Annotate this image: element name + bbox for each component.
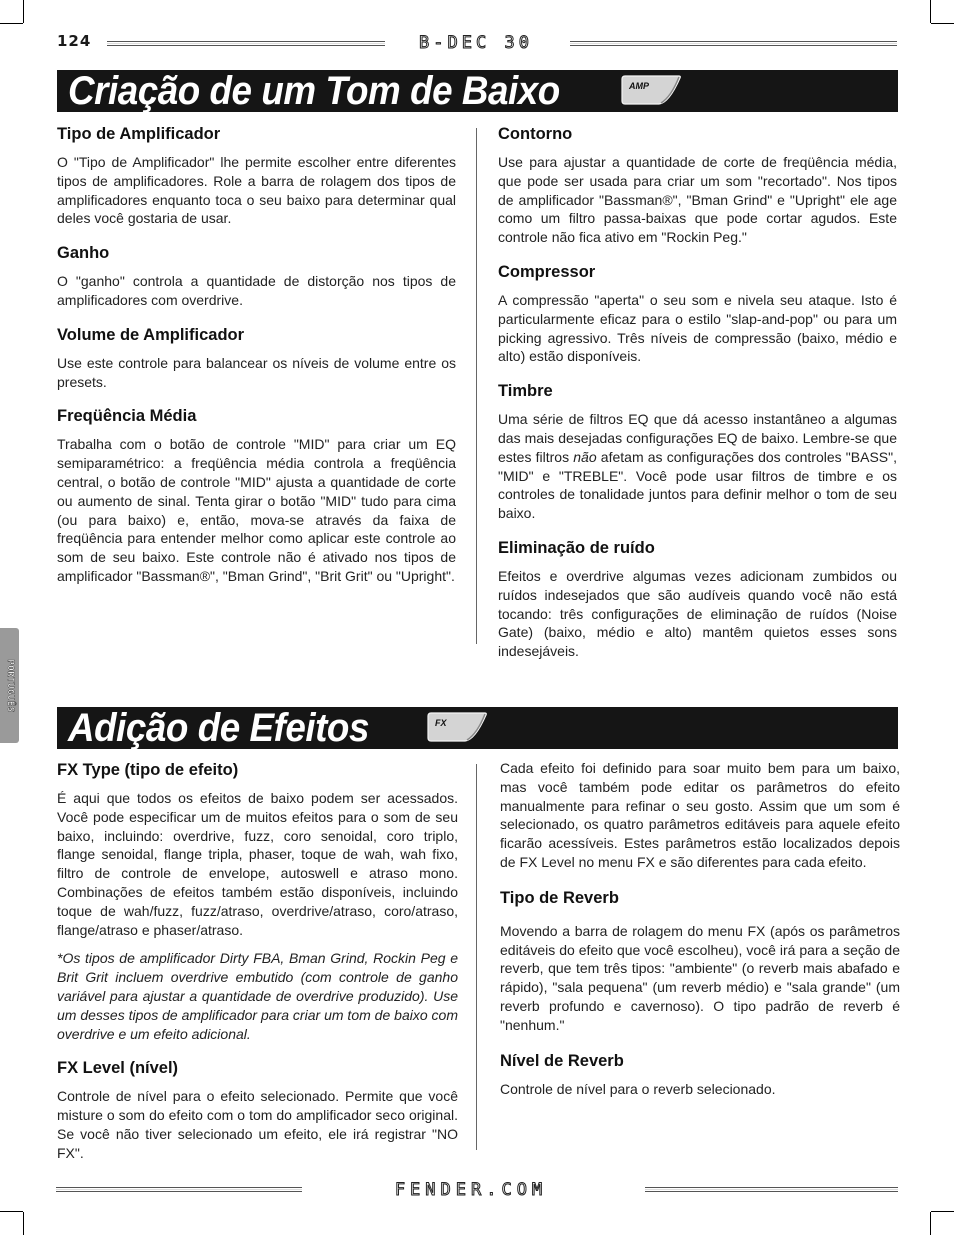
column-divider xyxy=(476,764,477,1150)
note-fx-type: *Os tipos de amplificador Dirty FBA, Bman Grind, Rockin Peg e Brit Grit incluem overdrive embutido (com controle de ganho variável para ajustar a quantidade de overdrive produzido). Use um desses tipos de amplificador para criar um tom de baixo com overdrive e um efeito adicional. xyxy=(57,950,458,1042)
text-frequencia-media: Trabalha com o botão de controle "MID" para criar um EQ semiparamétrico: a freqüência média controla a freqüência central, o botão de controle "MID" ajusta a quantidade de corte ou aumento de sinal. Tenta girar o botão "MID" tudo para cima (ou para baixo) e, então, mova-se através da faixa de freqüência para entender melhor como aplicar este controle ao som de seu baixo. Este controle não é ativado nos tipos de amplificador "Bassman®", "Bman Grind", "Brit Grit" ou "Upright". xyxy=(57,436,456,584)
language-label: PORTUGUÊS xyxy=(4,658,15,713)
heading-volume-amplificador: Volume de Amplificador xyxy=(57,325,245,344)
section-banner-fx xyxy=(57,707,898,749)
crop-mark xyxy=(0,23,23,24)
crop-mark xyxy=(930,0,931,23)
footer-rule-right xyxy=(645,1187,898,1192)
heading-fx-type: FX Type (tipo de efeito) xyxy=(57,761,239,779)
heading-reverb-type: Tipo de Reverb xyxy=(500,888,619,907)
fx-tab-label: FX xyxy=(435,718,447,728)
heading-reverb-level: Nível de Reverb xyxy=(500,1051,624,1070)
text-timbre-part2: afetam as configurações dos controles "BASS", "MID" e "TREBLE". Você pode usar filtros de timbre e os controles de tonalidade juntos para definir melhor o tom de seu baixo. xyxy=(498,448,897,522)
fx-tab-badge xyxy=(425,710,489,744)
heading-frequencia-media: Freqüência Média xyxy=(57,407,197,426)
language-side-tab xyxy=(0,628,19,743)
section1-left-column xyxy=(57,125,456,602)
crop-mark xyxy=(930,1212,931,1235)
text-contorno: Use para ajustar a quantidade de corte de freqüência média, que pode ser usada para criar um som "recortado". Nos tipos de amplificador "Bassman®", "Bman Grind" e "Upright" ele age como um filtro passa-baixas que pode cortar agudos. Este controle não fica ativo em "Rockin Peg." xyxy=(498,154,897,246)
heading-compressor: Compressor xyxy=(498,262,596,281)
page-number: 124 xyxy=(57,32,92,50)
amp-tab-label: AMP xyxy=(629,81,649,91)
heading-timbre: Timbre xyxy=(498,382,553,401)
text-timbre-emphasis: não xyxy=(573,448,597,465)
heading-contorno: Contorno xyxy=(498,125,573,143)
section1-right-column xyxy=(498,125,897,677)
heading-fx-level: FX Level (nível) xyxy=(57,1059,179,1078)
text-timbre xyxy=(498,410,897,523)
text-compressor: A compressão "aperta" o seu som e nivela seu ataque. Isto é particularmente eficaz para o estilo "slap-and-pop" ou para um picking agressivo. Três níveis de compressão (baixo, médio e alto) estão disponíveis. xyxy=(498,291,897,365)
text-volume-amplificador: Use este controle para balancear os níveis de volume entre os presets. xyxy=(57,354,456,390)
text-fx-intro: Cada efeito foi definido para soar muito bem para um baixo, mas você também pode editar os parâmetros do efeito manualmente para refinar o seu gosto. Assim que um som é selecionado, os quatro parâmetros editáveis para aquele efeito ficarão acessíveis. Estes parâmetros estão localizados depois de FX Level no menu FX e são diferentes para cada efeito. xyxy=(500,760,900,870)
text-fx-type: É aqui que todos os efeitos de baixo podem ser acessados. Você pode especificar um de muitos efeitos para o som de seu baixo, incluindo: overdrive, fuzz, coro senoidal, coro triplo, flange senoidal, flange tripla, phaser, toque de wah, wah fixo, filtro de controle de envelope, autoswell e atraso mono. Combinações de efeitos também estão disponíveis, incluindo toque de wah/fuzz, fuzz/atraso, overdrive/atraso, coro/atraso, flange/atraso e phaser/atraso. xyxy=(57,790,458,938)
crop-mark xyxy=(931,1211,954,1212)
footer-website: FENDER.COM xyxy=(394,1180,548,1200)
heading-eliminacao-ruido: Eliminação de ruído xyxy=(498,538,655,557)
section-banner-amp xyxy=(57,70,898,112)
header-rule-left xyxy=(107,41,385,46)
section2-right-column xyxy=(500,759,900,1114)
heading-ganho: Ganho xyxy=(57,244,110,263)
column-divider xyxy=(476,128,477,644)
text-ganho: O "ganho" controla a quantidade de distorção nos tipos de amplificadores com overdrive. xyxy=(57,273,456,308)
text-tipo-amplificador: O "Tipo de Amplificador" lhe permite escolher entre diferentes tipos de amplificadores. Role a barra de rolagem dos tipos de amplificadores enquanto toca o seu baixo para determinar qual deles você gostaria de usar. xyxy=(57,154,456,227)
crop-mark xyxy=(23,1212,24,1235)
crop-mark xyxy=(23,0,24,23)
text-reverb-level: Controle de nível para o reverb selecionado. xyxy=(500,1080,776,1097)
crop-mark xyxy=(931,23,954,24)
text-timbre-part1: Uma série de filtros EQ que dá acesso instantâneo a algumas das mais desejadas configurações EQ de baixo. Lembre-se que estes filtros xyxy=(498,411,897,465)
text-reverb-type: Movendo a barra de rolagem do menu FX (após os parâmetros editáveis do efeito que você escolheu), você irá para a seção de reverb, que tem três tipos: "ambiente" (o reverb mais abafado e rápido), "sala pequena" (um reverb médio) e "sala grande" (um reverb profundo e cavernoso). O tipo padrão de reverb é "nenhum." xyxy=(500,922,900,1033)
crop-mark xyxy=(0,1211,23,1212)
header-rule-right xyxy=(570,41,897,46)
text-fx-level: Controle de nível para o efeito selecionado. Permite que você misture o som do efeito com o tom do amplificador seco original. Se você não tiver selecionado um efeito, ele irá registrar "NO FX". xyxy=(57,1088,458,1161)
section-title: Adição de Efeitos xyxy=(68,707,369,749)
amp-tab-badge xyxy=(619,73,683,107)
model-name: B-DEC 30 xyxy=(419,33,533,53)
footer-rule-left xyxy=(56,1187,302,1192)
section-title: Criação de um Tom de Baixo xyxy=(68,70,560,112)
text-eliminacao-ruido: Efeitos e overdrive algumas vezes adicionam zumbidos ou ruídos indesejados que são audíveis quando você não está tocando: três configurações de eliminação de ruídos (Noise Gate) (baixo, médio e alto) mantêm quietos esses sons indesejáveis. xyxy=(498,567,897,660)
heading-tipo-amplificador: Tipo de Amplificador xyxy=(57,125,221,143)
section2-left-column xyxy=(57,761,458,1179)
